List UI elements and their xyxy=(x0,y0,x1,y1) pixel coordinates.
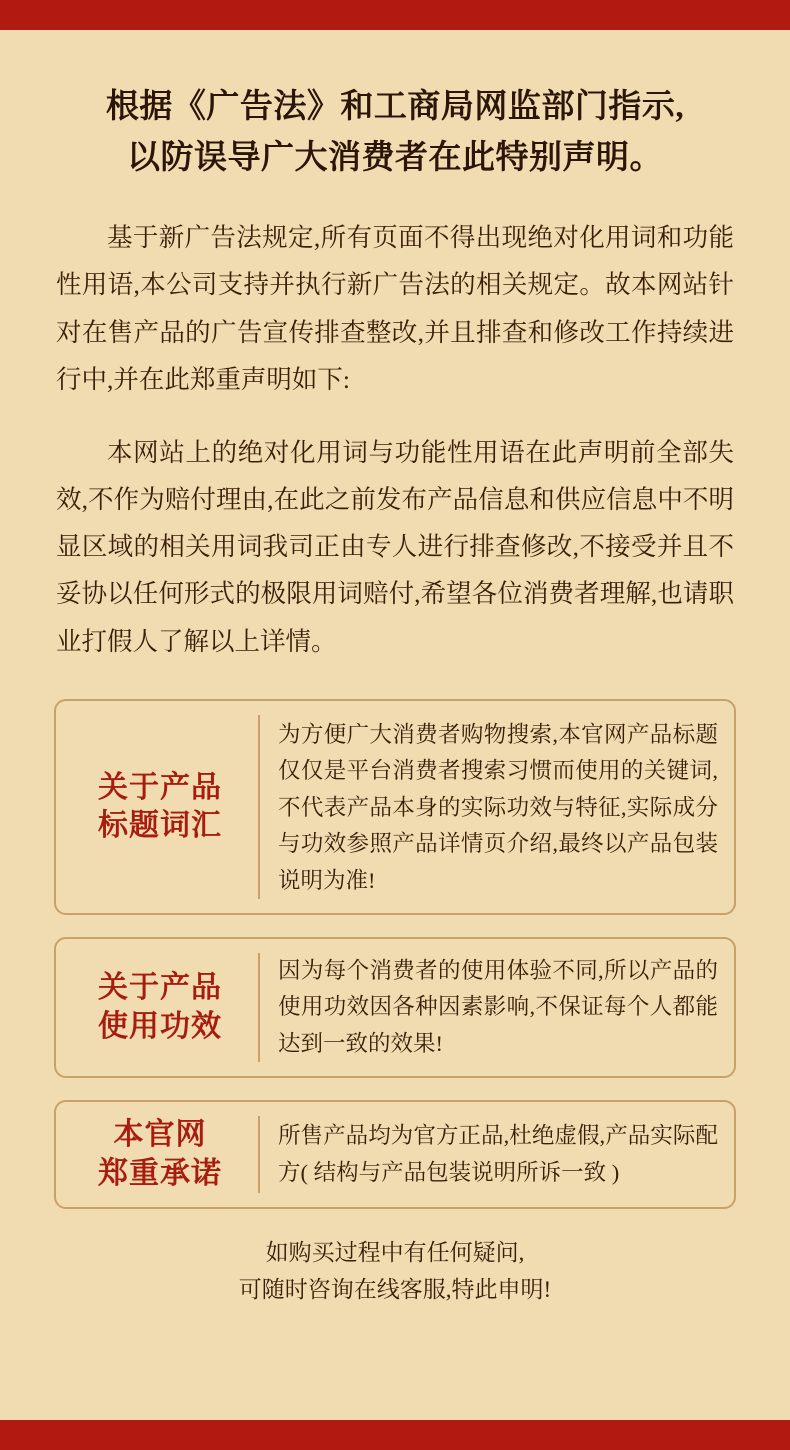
card-title-official-promise xyxy=(72,1116,260,1193)
card-body-product-efficacy: 因为每个消费者的使用体验不同,所以产品的使用功效因各种因素影响,不保证每个人都能达到一致的效果! xyxy=(278,958,718,1056)
card-title-product-efficacy xyxy=(72,953,260,1062)
card-body-official-promise: 所售产品均为官方正品,杜绝虚假,产品实际配方( 结构与产品包装说明所诉一致 ) xyxy=(278,1123,718,1185)
statement-cards xyxy=(54,699,736,1209)
card-title-product-title-terms xyxy=(72,715,260,899)
statement-paragraph-1: 基于新广告法规定,所有页面不得出现绝对化用词和功能性用语,本公司支持并执行新广告法的相关规定。故本网站针对在售产品的广告宣传排查整改,并且排查和修改工作持续进行中,并在此郑重声明如下: xyxy=(56,223,734,394)
statement-paragraph-2: 本网站上的绝对化用词与功能性用语在此声明前全部失效,不作为赔付理由,在此之前发布产品信息和供应信息中不明显区域的相关用词我司正由专人进行排查修改,不接受并且不妥协以任何形式的极限用词赔付,希望各位消费者理解,也请职业打假人了解以上详情。 xyxy=(56,437,734,656)
card-title-line-1: 本官网 xyxy=(113,1118,207,1152)
card-product-title-terms xyxy=(54,699,736,915)
page-title-line-2: 以防误导广大消费者在此特别声明。 xyxy=(127,140,663,177)
footer-line-2: 可随时咨询在线客服,特此申明! xyxy=(238,1276,552,1302)
page-title xyxy=(54,82,736,184)
card-title-line-2: 使用功效 xyxy=(98,1009,222,1043)
card-title-line-1: 关于产品 xyxy=(98,770,222,804)
footer-line-1: 如购买过程中有任何疑问, xyxy=(265,1240,525,1266)
card-product-efficacy xyxy=(54,937,736,1078)
card-title-line-2: 郑重承诺 xyxy=(98,1156,222,1190)
card-title-line-2: 标题词汇 xyxy=(98,808,222,842)
card-title-line-1: 关于产品 xyxy=(98,971,222,1005)
footer-note xyxy=(54,1235,736,1309)
card-body-product-title-terms: 为方便广大消费者购物搜索,本官网产品标题仅仅是平台消费者搜索习惯而使用的关键词,不代表产品本身的实际功效与特征,实际成分与功效参照产品详情页介绍,最终以产品包装说明为准! xyxy=(278,721,718,893)
statement-panel xyxy=(0,30,790,1420)
card-official-promise xyxy=(54,1100,736,1209)
page-title-line-1: 根据《广告法》和工商局网监部门指示, xyxy=(105,89,685,125)
